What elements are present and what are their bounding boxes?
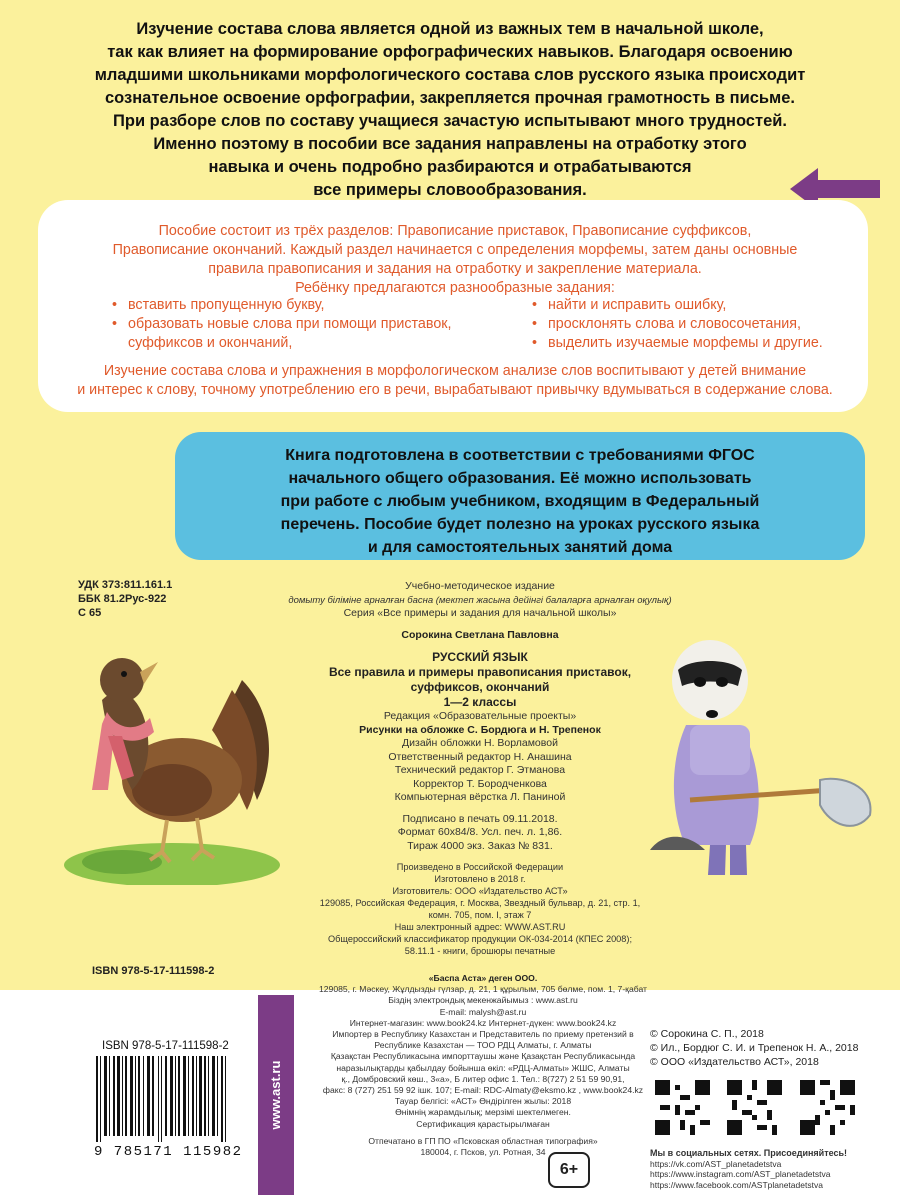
task-item: • выделить изучаемые морфемы и другие.: [530, 334, 860, 353]
copyright-line: © Ил., Бордюг С. И. и Трепенок Н. А., 2018: [650, 1042, 859, 1054]
production-info: Произведено в Российской Федерации: [396, 862, 564, 872]
intro-line: Изучение состава слова является одной из важных тем в начальной школе,: [136, 20, 764, 38]
copyright-block: [650, 1027, 900, 1069]
grades: 1—2 классы: [443, 695, 517, 709]
fgos-line: начального общего образования. Её можно использовать: [288, 470, 752, 487]
fgos-line: перечень. Пособие будет полезно на уроках русского языка: [280, 516, 760, 533]
production-info: комн. 705, пом. I, этаж 7: [428, 910, 532, 920]
edition-type: Учебно-методическое издание: [405, 580, 555, 592]
printer-line: Отпечатано в ГП ПО «Псковская областная типография»: [368, 1135, 598, 1146]
kz-line: Интернет-магазин: www.book24.kz Интернет-дүкен: www.book24.kz: [349, 1017, 617, 1028]
credit: Дизайн обложки Н. Ворламовой: [402, 737, 558, 749]
isbn-text: ISBN 978-5-17-111598-2: [92, 965, 215, 977]
task-list-right: [530, 296, 860, 353]
credit: Технический редактор Г. Этманова: [394, 764, 566, 776]
bibliographic-codes: [78, 578, 208, 620]
task-item: • образовать новые слова при помощи приставок, суффиксов и окончаний,: [110, 315, 510, 353]
edition: Редакция «Образовательные проекты»: [383, 710, 577, 722]
credit: Корректор Т. Бородченкова: [413, 777, 547, 790]
intro-line: сознательное освоение орфографии, закрепляется прочная грамотность в письме.: [104, 89, 796, 107]
qr-code-facebook-icon[interactable]: [800, 1080, 855, 1135]
imprint-block: [275, 580, 685, 965]
production-info: Изготовитель: ООО «Издательство АСТ»: [392, 886, 568, 896]
kz-line: Сертификация қарастырылмаған: [416, 1118, 550, 1129]
udk-code: УДК 373:811.161.1: [78, 579, 173, 591]
task-item: • просклонять слова и словосочетания,: [530, 315, 860, 334]
kz-line: Тауар белгісі: «АСТ» Өндірілген жылы: 2018: [394, 1096, 572, 1107]
intro-line: все примеры словообразования.: [313, 181, 587, 199]
production-info: Изготовлено в 2018 г.: [434, 874, 526, 884]
book-subtitle: суффиксов, окончаний: [410, 680, 550, 694]
intro-line: младшими школьниками морфологического состава слов русского языка происходит: [94, 66, 806, 84]
print-info: Формат 60x84/8. Усл. печ. л. 1,86.: [397, 826, 563, 838]
panel-footer-line: Изучение состава слова и упражнения в морфологическом анализе слов воспитывают у детей внимание: [103, 363, 807, 379]
cover-art: Рисунки на обложке С. Бордюга и Н. Трепенок: [359, 723, 601, 736]
social-block: [650, 1148, 900, 1190]
kz-line: наразылықтарды қабылдау бойынша өкіл: «РДЦ-Алматы» ЖШС, Алматы: [336, 1062, 630, 1073]
kz-line: Біздің электрондық мекенжайымыз : www.ast.ru: [388, 995, 578, 1006]
production-info: 58.11.1 - книги, брошюры печатные: [404, 946, 556, 956]
fgos-line: и для самостоятельных занятий дома: [367, 539, 673, 556]
fgos-line: при работе с любым учебником, входящим в Федеральный: [280, 493, 760, 510]
author: Сорокина Светлана Павловна: [401, 628, 559, 641]
kz-line: Қазақстан Республикасына импорттаушы және Қазақстан Республикасында: [330, 1051, 636, 1062]
copyright-line: © Сорокина С. П., 2018: [650, 1028, 764, 1040]
qr-code-vk-icon[interactable]: [655, 1080, 710, 1135]
social-heading: Мы в социальных сетях. Присоединяйтесь!: [650, 1148, 848, 1158]
intro-line: навыка и очень подробно разбираются и отрабатываются: [208, 158, 692, 176]
qr-code-instagram-icon[interactable]: [727, 1080, 782, 1135]
social-link-vk[interactable]: https://vk.com/AST_planetadetstva: [650, 1158, 782, 1169]
panel-line: Пособие состоит из трёх разделов: Правописание приставок, Правописание суффиксов,: [158, 223, 752, 239]
production-info: Общероссийский классификатор продукции ОК-034-2014 (КПЕС 2008);: [327, 934, 633, 944]
author-code: С 65: [78, 607, 102, 619]
credit: Компьютерная вёрстка Л. Паниной: [394, 791, 566, 803]
kz-line: 129085, г. Мәскеу, Жұлдызды гүлзар, д. 21, 1 құрылым, 705 бөлме, пом. 1, 7-қабат: [319, 984, 647, 995]
kz-info-block: [278, 973, 688, 1158]
panel-footer: [50, 362, 860, 400]
task-list-left: [110, 296, 510, 353]
age-rating-badge: 6+: [548, 1152, 590, 1188]
kz-line: қ., Домбровский көш., 3«а», Б литер офис 1. Тел.: 8(727) 2 51 59 90,91,: [341, 1073, 625, 1084]
fgos-line: Книга подготовлена в соответствии с требованиями ФГОС: [285, 447, 755, 464]
kz-line: факс: 8 (727) 251 59 92 ішк. 107; E-mail: RDC-Almaty@eksmo.kz , www.book24.kz: [322, 1085, 644, 1096]
credit: Ответственный редактор Н. Анашина: [388, 750, 572, 763]
book-subtitle: Все правила и примеры правописания приставок,: [328, 665, 632, 679]
printer-line: 180004, г. Псков, ул. Ротная, 34: [420, 1147, 546, 1158]
edition-type-kz: домыту бiлiмiне арналған басна (мектеп жасына дейiнгi балаларға арналған оқулық): [288, 594, 672, 606]
kz-line: Республике Казахстан — ТОО РДЦ Алматы, г. Алматы: [374, 1040, 592, 1051]
panel-footer-line: и интерес к слову, точному употреблению его в речи, вырабатывают привычку вдумываться в содержание слова.: [77, 382, 833, 398]
fgos-text: [190, 444, 850, 559]
series: Серия «Все примеры и задания для начальной школы»: [343, 607, 617, 619]
intro-line: При разборе слов по составу учащиеся зачастую испытывают много трудностей.: [113, 112, 787, 130]
copyright-line: © ООО «Издательство АСТ», 2018: [650, 1056, 819, 1068]
grouse-illustration: [62, 640, 282, 885]
barcode-isbn: ISBN 978-5-17-111598-2: [102, 1040, 229, 1052]
print-info: Тираж 4000 экз. Заказ № 831.: [407, 839, 553, 852]
barcode-number: 9 785171 115982: [94, 1144, 243, 1160]
kz-line: «Баспа Аста» деген ООО.: [428, 973, 538, 983]
print-info: Подписано в печать 09.11.2018.: [402, 812, 558, 825]
production-info: 129085, Российская Федерация, г. Москва, Звездный бульвар, д. 21, стр. 1,: [319, 898, 641, 908]
intro-text: [40, 18, 860, 202]
kz-line: E-mail: malysh@ast.ru: [439, 1006, 527, 1017]
task-item: • найти и исправить ошибку,: [530, 296, 860, 315]
intro-line: Именно поэтому в пособии все задания направлены на отработку этого: [153, 135, 747, 153]
production-info: Наш электронный адрес: WWW.AST.RU: [394, 922, 566, 932]
kz-line: Өнімнің жарамдылық; мерзімі шектелмеген.: [395, 1107, 571, 1118]
panel-line: правила правописания и задания на отработку и закрепление материала.: [208, 261, 702, 277]
panel-line: Ребёнку предлагаются разнообразные задания:: [295, 280, 615, 296]
site-url[interactable]: www.ast.ru: [268, 1060, 283, 1130]
panel-description: [60, 222, 850, 298]
intro-line: так как влияет на формирование орфографических навыков. Благодаря освоению: [107, 43, 793, 61]
kz-line: Импортер в Республику Казахстан и Представитель по приему претензий в: [332, 1029, 634, 1040]
barcode: [92, 1056, 242, 1142]
panel-line: Правописание окончаний. Каждый раздел начинается с определения морфемы, затем даны основные: [112, 242, 798, 258]
social-link-instagram[interactable]: https://www.instagram.com/AST_planetadetstva: [650, 1169, 831, 1179]
task-item: • вставить пропущенную букву,: [110, 296, 510, 315]
book-title: РУССКИЙ ЯЗЫК: [432, 650, 528, 664]
social-link-facebook[interactable]: https://www.facebook.com/ASTplanetadetstva: [650, 1179, 823, 1190]
bbk-code: ББК 81.2Рус-922: [78, 593, 167, 605]
